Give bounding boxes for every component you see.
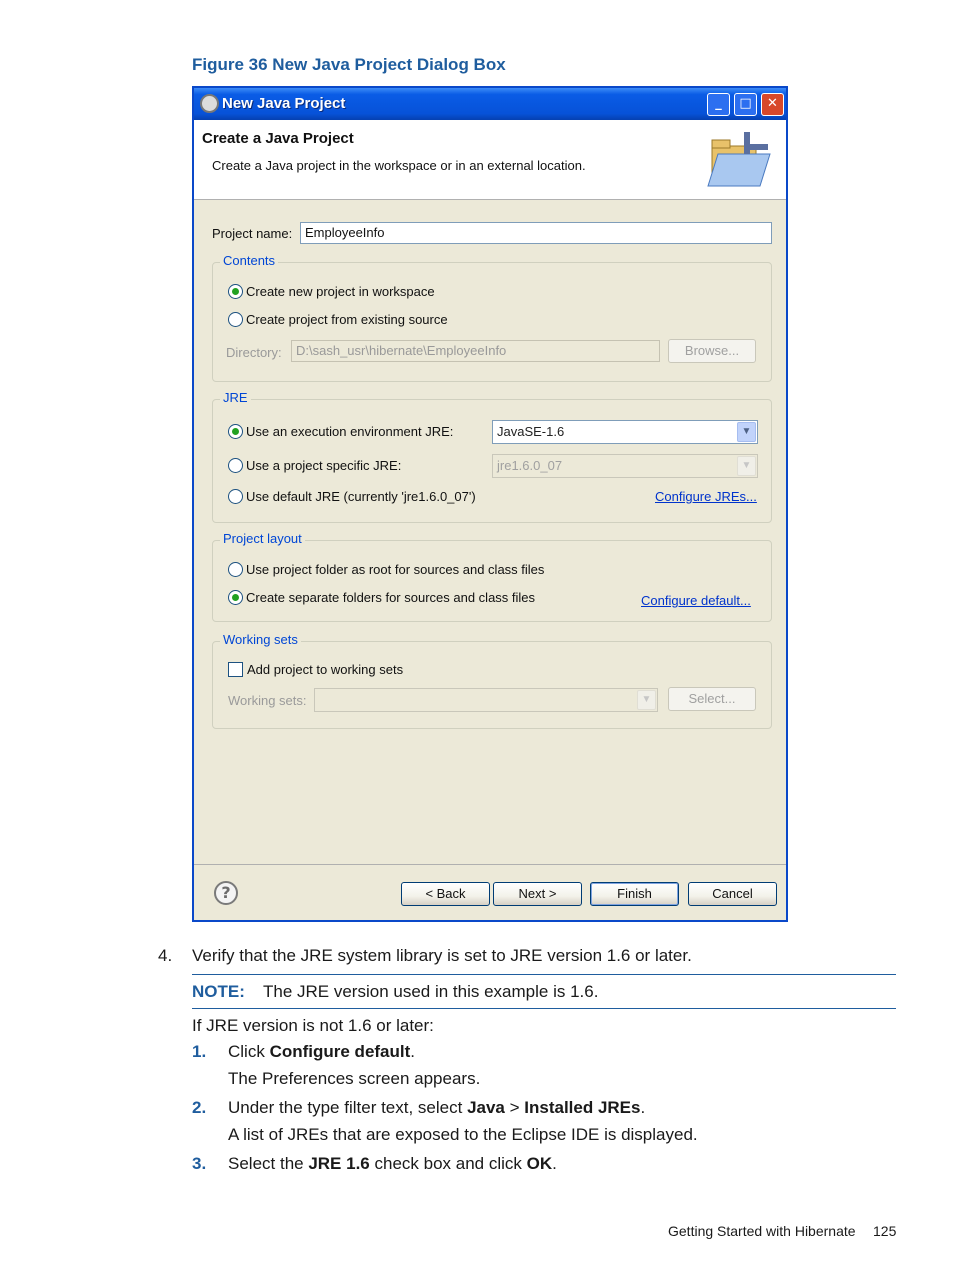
root-folder-label: Use project folder as root for sources and class files — [246, 562, 545, 577]
chevron-down-icon[interactable]: ▼ — [737, 456, 756, 476]
directory-label: Directory: — [226, 345, 282, 360]
sub-step-1-pre: Click — [228, 1042, 270, 1061]
note-top-rule — [192, 974, 896, 975]
figure-caption: Figure 36 New Java Project Dialog Box — [192, 55, 506, 74]
close-icon[interactable]: ✕ — [761, 93, 784, 116]
gear-icon — [200, 94, 219, 113]
configure-jres-link[interactable]: Configure JREs... — [655, 489, 757, 504]
select-working-sets-button[interactable]: Select... — [668, 687, 756, 711]
sub-step-2-bold-jres: Installed JREs — [524, 1098, 641, 1117]
step-4-text: Verify that the JRE system library is set to JRE version 1.6 or later. — [192, 946, 692, 965]
sub-step-2-post: . — [640, 1098, 646, 1117]
separate-folders-radio[interactable] — [228, 590, 243, 605]
working-sets-group — [212, 641, 772, 729]
default-jre-radio[interactable] — [228, 489, 243, 504]
dialog-title: New Java Project — [222, 95, 346, 112]
sub-step-1-bold: Configure default — [269, 1042, 411, 1061]
working-sets-label: Working sets: — [228, 693, 307, 708]
project-layout-group — [212, 540, 772, 622]
existing-source-radio[interactable] — [228, 312, 243, 327]
configure-default-link[interactable]: Configure default... — [641, 593, 751, 608]
footer-section-title: Getting Started with Hibernate — [668, 1223, 856, 1239]
sub-step-1-result: The Preferences screen appears. — [228, 1069, 481, 1088]
wizard-header — [194, 120, 786, 200]
finish-button[interactable]: Finish — [590, 882, 679, 906]
contents-group-label: Contents — [220, 253, 278, 268]
page-number: 125 — [873, 1223, 897, 1239]
working-sets-select[interactable] — [314, 688, 658, 712]
next-button[interactable]: Next > — [493, 882, 582, 906]
root-folder-radio[interactable] — [228, 562, 243, 577]
project-name-label: Project name: — [212, 226, 293, 241]
chevron-down-icon[interactable]: ▼ — [637, 690, 656, 710]
sub-step-2-number: 2. — [192, 1098, 207, 1117]
sub-step-2-bold-java: Java — [467, 1098, 505, 1117]
execution-env-select[interactable] — [492, 420, 758, 444]
execution-env-label: Use an execution environment JRE: — [246, 424, 454, 439]
sub-step-1-text — [228, 1042, 415, 1062]
note-bottom-rule — [192, 1008, 896, 1009]
sub-step-1-post: . — [410, 1042, 416, 1061]
title-bar[interactable] — [194, 88, 786, 120]
sub-step-2-pre: Under the type filter text, select — [228, 1098, 468, 1117]
working-sets-group-label: Working sets — [220, 632, 301, 647]
sub-step-3-pre: Select the — [228, 1154, 309, 1173]
sub-step-3-post: . — [552, 1154, 557, 1173]
step-4-number: 4. — [158, 946, 173, 965]
sub-step-3-bold-ok: OK — [526, 1154, 553, 1173]
sub-step-3-bold-jre: JRE 1.6 — [308, 1154, 370, 1173]
sub-step-2-result: A list of JREs that are exposed to the Eclipse IDE is displayed. — [228, 1125, 698, 1144]
help-icon[interactable]: ? — [214, 881, 238, 905]
create-new-label: Create new project in workspace — [246, 284, 435, 299]
cancel-button[interactable]: Cancel — [688, 882, 777, 906]
sub-step-2-text — [228, 1098, 645, 1118]
browse-button[interactable]: Browse... — [668, 339, 756, 363]
add-to-working-sets-checkbox[interactable] — [228, 662, 243, 677]
sub-step-1-number: 1. — [192, 1042, 207, 1061]
note-text: The JRE version used in this example is 1.6. — [263, 982, 599, 1001]
project-layout-group-label: Project layout — [220, 531, 305, 546]
jre-group-label: JRE — [220, 390, 251, 405]
specific-jre-radio[interactable] — [228, 458, 243, 473]
directory-input[interactable]: D:\sash_usr\hibernate\EmployeeInfo — [291, 340, 660, 362]
minimize-icon[interactable]: _ — [707, 93, 730, 116]
wizard-title: Create a Java Project — [202, 130, 354, 147]
maximize-icon[interactable]: □ — [734, 93, 757, 116]
add-to-working-sets-label: Add project to working sets — [247, 662, 404, 677]
specific-jre-value: jre1.6.0_07 — [497, 458, 563, 473]
sub-step-3-number: 3. — [192, 1154, 207, 1173]
default-jre-label: Use default JRE (currently 'jre1.6.0_07') — [246, 489, 476, 504]
chevron-down-icon[interactable]: ▼ — [737, 422, 756, 442]
create-new-radio[interactable] — [228, 284, 243, 299]
sub-step-3-mid: check box and click — [369, 1154, 527, 1173]
existing-source-label: Create project from existing source — [246, 312, 448, 327]
sub-step-3-text — [228, 1154, 557, 1174]
specific-jre-label: Use a project specific JRE: — [246, 458, 402, 473]
button-bar-separator — [194, 864, 786, 865]
if-jre-text: If JRE version is not 1.6 or later: — [192, 1016, 434, 1035]
new-java-project-dialog — [192, 86, 788, 922]
project-name-input[interactable]: EmployeeInfo — [300, 222, 772, 244]
back-button[interactable]: < Back — [401, 882, 490, 906]
wizard-description: Create a Java project in the workspace or in an external location. — [212, 158, 586, 173]
note-label: NOTE: — [192, 982, 245, 1001]
sub-step-2-mid: > — [504, 1098, 525, 1117]
separate-folders-label: Create separate folders for sources and class files — [246, 590, 536, 605]
specific-jre-select[interactable] — [492, 454, 758, 478]
folder-icon — [704, 130, 776, 192]
execution-env-radio[interactable] — [228, 424, 243, 439]
execution-env-value: JavaSE-1.6 — [497, 424, 565, 439]
